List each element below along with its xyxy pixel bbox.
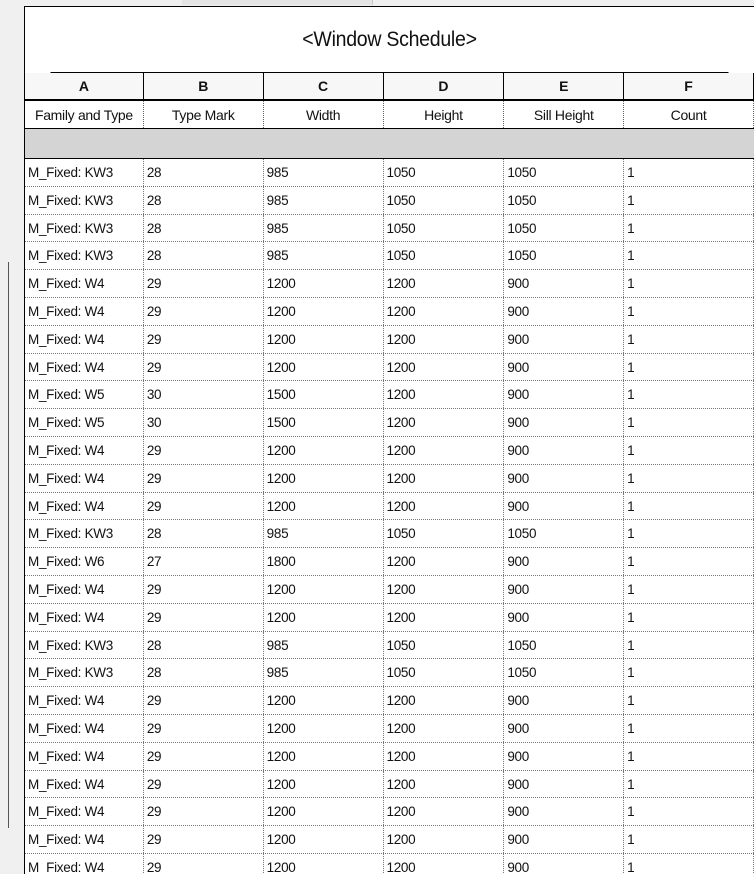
table-row[interactable] [25,187,754,215]
group-band [25,129,754,159]
cell-count[interactable]: 1 [624,771,754,798]
cell-width[interactable]: 1200 [264,270,384,297]
cell-width[interactable]: 1200 [264,576,384,603]
view-tab[interactable] [182,0,373,5]
table-row[interactable] [25,159,754,187]
header-family-and-type[interactable]: Family and Type [25,101,144,128]
cell-sill-height[interactable]: 1050 [504,632,624,659]
column-header-row [25,101,754,129]
cell-height[interactable]: 1200 [384,465,505,492]
cell-type-mark[interactable]: 29 [144,715,264,742]
cell-type-mark[interactable]: 29 [144,493,264,520]
cell-sill-height[interactable]: 1050 [504,215,624,242]
cell-sill-height[interactable]: 900 [504,715,624,742]
cell-width[interactable]: 985 [264,187,384,214]
cell-count[interactable]: 1 [624,632,754,659]
cell-type-mark[interactable]: 29 [144,826,264,853]
cell-type-mark[interactable]: 29 [144,326,264,353]
cell-sill-height[interactable]: 900 [504,798,624,825]
cell-height[interactable]: 1200 [384,493,505,520]
cell-count[interactable]: 1 [624,743,754,770]
cell-width[interactable]: 1200 [264,715,384,742]
cell-height[interactable]: 1050 [384,159,505,186]
cell-sill-height[interactable]: 900 [504,381,624,408]
column-letter-a[interactable]: A [25,73,144,99]
cell-count[interactable]: 1 [624,493,754,520]
cell-type-mark[interactable]: 28 [144,187,264,214]
cell-height[interactable]: 1200 [384,687,505,714]
cell-type-mark[interactable]: 29 [144,298,264,325]
table-row[interactable] [25,604,754,632]
table-row[interactable] [25,659,754,687]
cell-width[interactable]: 1200 [264,354,384,381]
table-row[interactable] [25,576,754,604]
cell-width[interactable]: 1200 [264,493,384,520]
cell-sill-height[interactable]: 900 [504,854,624,874]
cell-count[interactable]: 1 [624,548,754,575]
cell-family-and-type[interactable]: M_Fixed: W4 [25,715,144,742]
cell-type-mark[interactable]: 29 [144,437,264,464]
cell-sill-height[interactable]: 900 [504,270,624,297]
cell-type-mark[interactable]: 28 [144,159,264,186]
cell-family-and-type[interactable]: M_Fixed: W4 [25,298,144,325]
cell-width[interactable]: 1200 [264,604,384,631]
table-row[interactable] [25,465,754,493]
cell-count[interactable]: 1 [624,242,754,269]
table-row[interactable] [25,381,754,409]
cell-width[interactable]: 1200 [264,437,384,464]
schedule-title[interactable]: <Window Schedule> [51,7,729,73]
cell-sill-height[interactable]: 900 [504,437,624,464]
cell-width[interactable]: 985 [264,159,384,186]
cell-width[interactable]: 1200 [264,743,384,770]
cell-height[interactable]: 1200 [384,381,505,408]
table-row[interactable] [25,270,754,298]
cell-family-and-type[interactable]: M_Fixed: KW3 [25,520,144,547]
cell-family-and-type[interactable]: M_Fixed: KW3 [25,187,144,214]
cell-family-and-type[interactable]: M_Fixed: W4 [25,354,144,381]
table-row[interactable] [25,298,754,326]
cell-family-and-type[interactable]: M_Fixed: KW3 [25,159,144,186]
table-row[interactable] [25,354,754,382]
cell-family-and-type[interactable]: M_Fixed: W4 [25,687,144,714]
cell-sill-height[interactable]: 900 [504,493,624,520]
cell-width[interactable]: 1200 [264,687,384,714]
cell-width[interactable]: 1200 [264,826,384,853]
left-scroll-rule [8,262,9,828]
cell-family-and-type[interactable]: M_Fixed: W5 [25,381,144,408]
table-row[interactable] [25,493,754,521]
cell-count[interactable]: 1 [624,270,754,297]
cell-width[interactable]: 1500 [264,381,384,408]
cell-type-mark[interactable]: 28 [144,632,264,659]
cell-width[interactable]: 1500 [264,409,384,436]
cell-type-mark[interactable]: 28 [144,659,264,686]
table-row[interactable] [25,743,754,771]
cell-sill-height[interactable]: 1050 [504,187,624,214]
cell-type-mark[interactable]: 29 [144,854,264,874]
cell-family-and-type[interactable]: M_Fixed: W5 [25,409,144,436]
cell-count[interactable]: 1 [624,354,754,381]
cell-count[interactable]: 1 [624,465,754,492]
cell-family-and-type[interactable]: M_Fixed: W4 [25,854,144,874]
cell-count[interactable]: 1 [624,381,754,408]
cell-sill-height[interactable]: 900 [504,687,624,714]
cell-count[interactable]: 1 [624,326,754,353]
column-letter-c[interactable]: C [264,73,384,99]
cell-height[interactable]: 1200 [384,270,505,297]
header-type-mark[interactable]: Type Mark [144,101,264,128]
table-row[interactable] [25,854,754,874]
header-count[interactable]: Count [624,101,754,128]
table-row[interactable] [25,548,754,576]
cell-count[interactable]: 1 [624,215,754,242]
cell-family-and-type[interactable]: M_Fixed: W4 [25,270,144,297]
cell-type-mark[interactable]: 29 [144,576,264,603]
cell-count[interactable]: 1 [624,409,754,436]
cell-width[interactable]: 1200 [264,298,384,325]
cell-type-mark[interactable]: 28 [144,520,264,547]
table-row[interactable] [25,715,754,743]
cell-width[interactable]: 985 [264,215,384,242]
cell-type-mark[interactable]: 29 [144,270,264,297]
table-row[interactable] [25,826,754,854]
table-row[interactable] [25,687,754,715]
cell-sill-height[interactable]: 900 [504,326,624,353]
cell-height[interactable]: 1200 [384,826,505,853]
table-row[interactable] [25,632,754,660]
cell-count[interactable]: 1 [624,187,754,214]
cell-count[interactable]: 1 [624,437,754,464]
cell-sill-height[interactable]: 900 [504,576,624,603]
cell-count[interactable]: 1 [624,159,754,186]
cell-count[interactable]: 1 [624,826,754,853]
table-row[interactable] [25,242,754,270]
cell-count[interactable]: 1 [624,798,754,825]
column-letter-e[interactable]: E [504,73,624,99]
cell-width[interactable]: 1200 [264,854,384,874]
table-row[interactable] [25,326,754,354]
column-letter-f[interactable]: F [624,73,754,99]
table-row[interactable] [25,771,754,799]
cell-family-and-type[interactable]: M_Fixed: W4 [25,743,144,770]
cell-width[interactable]: 1200 [264,465,384,492]
cell-count[interactable]: 1 [624,520,754,547]
cell-type-mark[interactable]: 27 [144,548,264,575]
cell-family-and-type[interactable]: M_Fixed: KW3 [25,215,144,242]
cell-sill-height[interactable]: 900 [504,354,624,381]
header-sill-height[interactable]: Sill Height [504,101,624,128]
cell-sill-height[interactable]: 900 [504,771,624,798]
cell-family-and-type[interactable]: M_Fixed: W4 [25,465,144,492]
cell-family-and-type[interactable]: M_Fixed: W4 [25,798,144,825]
cell-count[interactable]: 1 [624,687,754,714]
table-row[interactable] [25,215,754,243]
cell-family-and-type[interactable]: M_Fixed: KW3 [25,632,144,659]
cell-count[interactable]: 1 [624,298,754,325]
cell-height[interactable]: 1050 [384,632,505,659]
table-row[interactable] [25,520,754,548]
cell-height[interactable]: 1050 [384,215,505,242]
cell-sill-height[interactable]: 900 [504,743,624,770]
cell-family-and-type[interactable]: M_Fixed: W6 [25,548,144,575]
header-width[interactable]: Width [264,101,384,128]
cell-family-and-type[interactable]: M_Fixed: W4 [25,437,144,464]
cell-height[interactable]: 1200 [384,298,505,325]
cell-width[interactable]: 985 [264,242,384,269]
cell-height[interactable]: 1200 [384,798,505,825]
cell-height[interactable]: 1200 [384,604,505,631]
table-row[interactable] [25,798,754,826]
cell-sill-height[interactable]: 900 [504,604,624,631]
schedule-body [25,159,754,874]
cell-width[interactable]: 1200 [264,326,384,353]
cell-type-mark[interactable]: 29 [144,771,264,798]
cell-width[interactable]: 985 [264,520,384,547]
cell-family-and-type[interactable]: M_Fixed: KW3 [25,242,144,269]
cell-height[interactable]: 1200 [384,326,505,353]
cell-family-and-type[interactable]: M_Fixed: KW3 [25,659,144,686]
cell-height[interactable]: 1200 [384,437,505,464]
cell-sill-height[interactable]: 1050 [504,520,624,547]
cell-sill-height[interactable]: 900 [504,409,624,436]
cell-height[interactable]: 1200 [384,715,505,742]
cell-height[interactable]: 1200 [384,409,505,436]
cell-sill-height[interactable]: 900 [504,548,624,575]
cell-height[interactable]: 1050 [384,187,505,214]
cell-count[interactable]: 1 [624,604,754,631]
cell-type-mark[interactable]: 30 [144,381,264,408]
cell-type-mark[interactable]: 29 [144,687,264,714]
cell-type-mark[interactable]: 29 [144,604,264,631]
cell-type-mark[interactable]: 29 [144,354,264,381]
cell-sill-height[interactable]: 900 [504,826,624,853]
cell-type-mark[interactable]: 28 [144,215,264,242]
cell-type-mark[interactable]: 29 [144,465,264,492]
cell-height[interactable]: 1200 [384,771,505,798]
cell-height[interactable]: 1200 [384,576,505,603]
cell-family-and-type[interactable]: M_Fixed: W4 [25,826,144,853]
cell-width[interactable]: 1200 [264,771,384,798]
cell-width[interactable]: 985 [264,659,384,686]
cell-type-mark[interactable]: 29 [144,798,264,825]
cell-sill-height[interactable]: 1050 [504,659,624,686]
cell-sill-height[interactable]: 900 [504,465,624,492]
cell-width[interactable]: 985 [264,632,384,659]
cell-height[interactable]: 1050 [384,242,505,269]
cell-family-and-type[interactable]: M_Fixed: W4 [25,326,144,353]
cell-count[interactable]: 1 [624,715,754,742]
cell-height[interactable]: 1200 [384,548,505,575]
column-letter-b[interactable]: B [144,73,264,99]
table-row[interactable] [25,409,754,437]
cell-sill-height[interactable]: 1050 [504,159,624,186]
header-height[interactable]: Height [384,101,505,128]
cell-width[interactable]: 1800 [264,548,384,575]
cell-width[interactable]: 1200 [264,798,384,825]
cell-count[interactable]: 1 [624,854,754,874]
schedule-sheet [24,6,754,874]
cell-type-mark[interactable]: 29 [144,743,264,770]
cell-height[interactable]: 1050 [384,520,505,547]
cell-family-and-type[interactable]: M_Fixed: W4 [25,493,144,520]
cell-height[interactable]: 1200 [384,354,505,381]
cell-type-mark[interactable]: 28 [144,242,264,269]
cell-height[interactable]: 1200 [384,854,505,874]
cell-type-mark[interactable]: 30 [144,409,264,436]
cell-sill-height[interactable]: 900 [504,298,624,325]
cell-family-and-type[interactable]: M_Fixed: W4 [25,771,144,798]
column-letter-d[interactable]: D [384,73,505,99]
cell-height[interactable]: 1050 [384,659,505,686]
cell-height[interactable]: 1200 [384,743,505,770]
table-row[interactable] [25,437,754,465]
cell-count[interactable]: 1 [624,576,754,603]
column-letter-row [25,73,754,101]
cell-family-and-type[interactable]: M_Fixed: W4 [25,576,144,603]
cell-sill-height[interactable]: 1050 [504,242,624,269]
cell-family-and-type[interactable]: M_Fixed: W4 [25,604,144,631]
cell-count[interactable]: 1 [624,659,754,686]
